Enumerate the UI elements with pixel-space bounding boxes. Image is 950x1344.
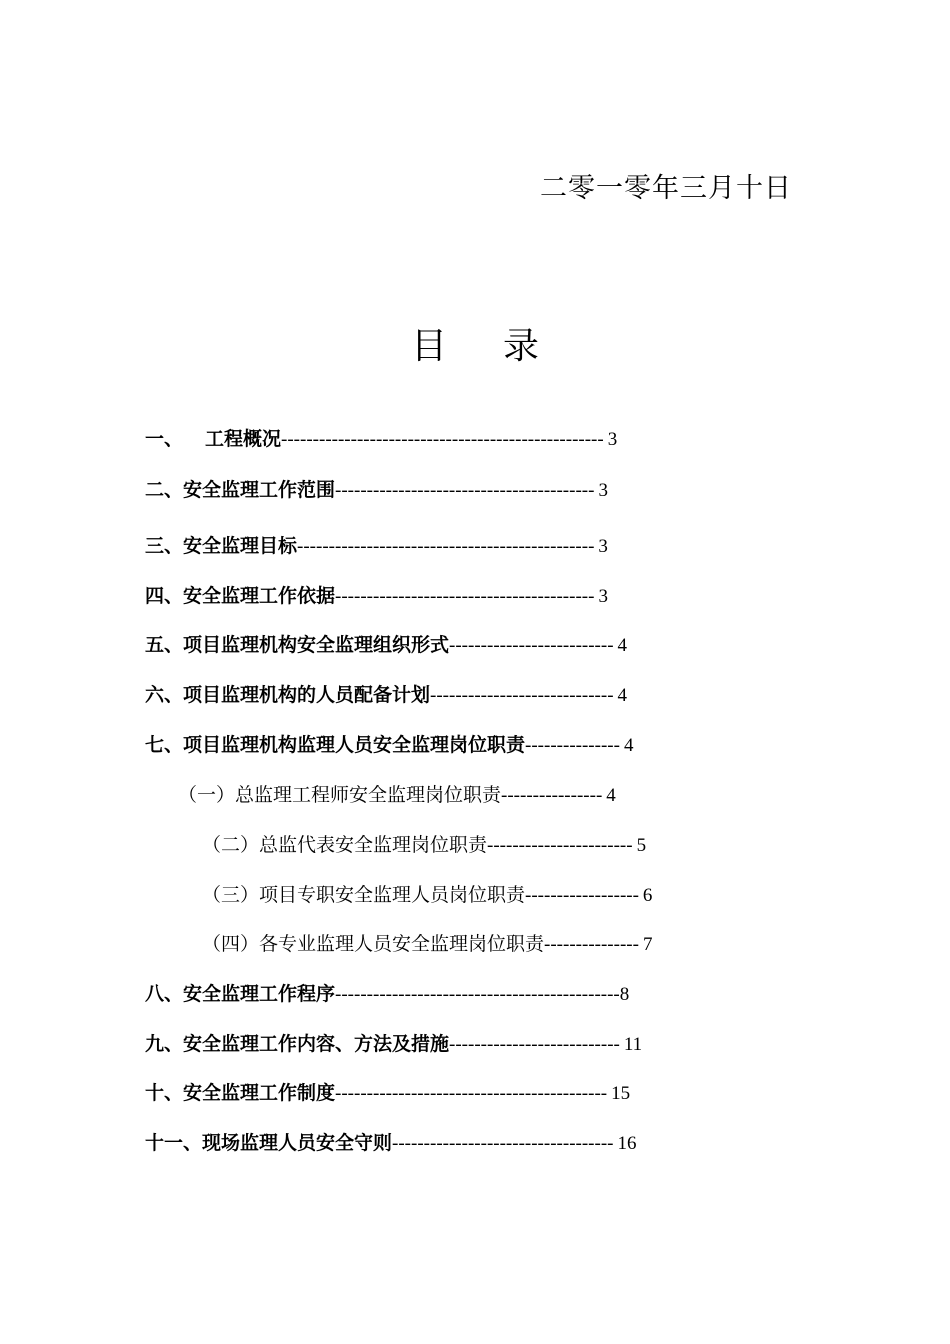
toc-entry[interactable] [145, 1080, 630, 1107]
toc-entry-number: 一、 [145, 428, 184, 450]
toc-entry-page: 11 [623, 1034, 643, 1055]
toc-entry-leader: --------------------------------------------------- [281, 429, 604, 450]
toc-entry-label: 项目监理机构监理人员安全监理岗位职责 [183, 734, 526, 756]
toc-entry-leader: ----------------------------------------- [335, 480, 595, 501]
toc-entry-page: 3 [598, 536, 608, 557]
toc-entry-page: 5 [636, 835, 647, 856]
toc-entry-number: 十、 [145, 1082, 184, 1104]
toc-entry-number: 七、 [145, 734, 184, 756]
toc-entry-page: 4 [606, 785, 616, 806]
toc-entry-page: 4 [617, 635, 628, 656]
toc-entry-number: （一） [178, 784, 236, 806]
toc-entry-page: 15 [611, 1083, 631, 1104]
toc-entry-page: 4 [617, 685, 628, 706]
toc-entry-number: 六、 [145, 684, 184, 706]
toc-entry-page: 4 [623, 735, 634, 756]
toc-entry-leader: ----------------------------------------------- [297, 536, 595, 557]
toc-entry-number: 二、 [145, 479, 184, 501]
document-date: 二零一零年三月十日 [540, 173, 792, 204]
toc-entry[interactable] [145, 533, 608, 560]
toc-entry-leader: --------------- [544, 934, 639, 955]
toc-entry-leader: ------------------ [525, 885, 639, 906]
toc-entry-label: 各专业监理人员安全监理岗位职责 [259, 933, 545, 955]
toc-entry-number: 四、 [145, 585, 184, 607]
toc-entry-label: 现场监理人员安全守则 [202, 1132, 393, 1154]
toc-entry-page: 8 [619, 984, 630, 1005]
toc-entry-leader: --------------------------- [449, 1034, 620, 1055]
toc-entry-label: 总监理工程师安全监理岗位职责 [235, 784, 502, 806]
toc-entry-label: 安全监理工作程序 [183, 983, 336, 1005]
toc-entry[interactable] [145, 1130, 636, 1157]
toc-entry-number: （三） [202, 884, 260, 906]
toc-entry-leader: -------------------------- [449, 635, 614, 656]
toc-entry-number: 九、 [145, 1033, 184, 1055]
toc-entry-leader: ---------------- [501, 785, 603, 806]
toc-entry-leader: ----------------------- [487, 835, 633, 856]
toc-subentry[interactable] [178, 782, 616, 809]
toc-entry-page: 3 [598, 586, 608, 607]
toc-entry[interactable] [145, 1031, 642, 1058]
toc-entry-leader: --------------------------------------------- [335, 984, 620, 1005]
toc-title [0, 318, 950, 369]
toc-entry[interactable] [145, 477, 608, 504]
toc-entry-number: 八、 [145, 983, 184, 1005]
toc-entry-leader: ----------------------------------------- [335, 586, 595, 607]
toc-entry-label: 总监代表安全监理岗位职责 [259, 834, 488, 856]
toc-title-right: 录 [503, 326, 540, 367]
toc-entry-leader: ----------------------------------- [392, 1133, 614, 1154]
toc-entry-number: 三、 [145, 535, 184, 557]
toc-subentry[interactable] [202, 832, 646, 859]
toc-entry-leader: --------------- [525, 735, 620, 756]
toc-entry-label: 项目监理机构安全监理组织形式 [183, 634, 450, 656]
toc-entry-label: 项目监理机构的人员配备计划 [183, 684, 431, 706]
toc-entry[interactable] [145, 426, 617, 453]
toc-entry-number: 五、 [145, 634, 184, 656]
toc-entry[interactable] [145, 632, 627, 659]
toc-entry-label: 安全监理目标 [183, 535, 298, 557]
toc-title-left: 目 [410, 326, 447, 367]
toc-entry-number: 十一、 [145, 1132, 203, 1154]
toc-entry-leader: ----------------------------- [430, 685, 614, 706]
toc-entry[interactable] [145, 583, 608, 610]
toc-entry-label: 项目专职安全监理人员岗位职责 [259, 884, 526, 906]
toc-entry-number: （四） [202, 933, 260, 955]
toc-entry-label: 安全监理工作内容、方法及措施 [183, 1033, 450, 1055]
toc-subentry[interactable] [202, 931, 652, 958]
toc-entry-number: （二） [202, 834, 260, 856]
toc-subentry[interactable] [202, 882, 652, 909]
toc-entry-page: 3 [598, 480, 608, 501]
toc-entry-page: 6 [642, 885, 653, 906]
toc-entry-label: 工程概况 [205, 428, 282, 450]
toc-entry[interactable] [145, 682, 627, 709]
toc-entry-label: 安全监理工作范围 [183, 479, 336, 501]
toc-entry-page: 16 [617, 1133, 637, 1154]
toc-entry-leader: ------------------------------------------- [335, 1083, 608, 1104]
toc-entry-page: 7 [642, 934, 653, 955]
toc-entry[interactable] [145, 732, 633, 759]
toc-entry-label: 安全监理工作依据 [183, 585, 336, 607]
toc-entry-label: 安全监理工作制度 [183, 1082, 336, 1104]
toc-entry-page: 3 [607, 429, 618, 450]
toc-entry[interactable] [145, 981, 629, 1008]
